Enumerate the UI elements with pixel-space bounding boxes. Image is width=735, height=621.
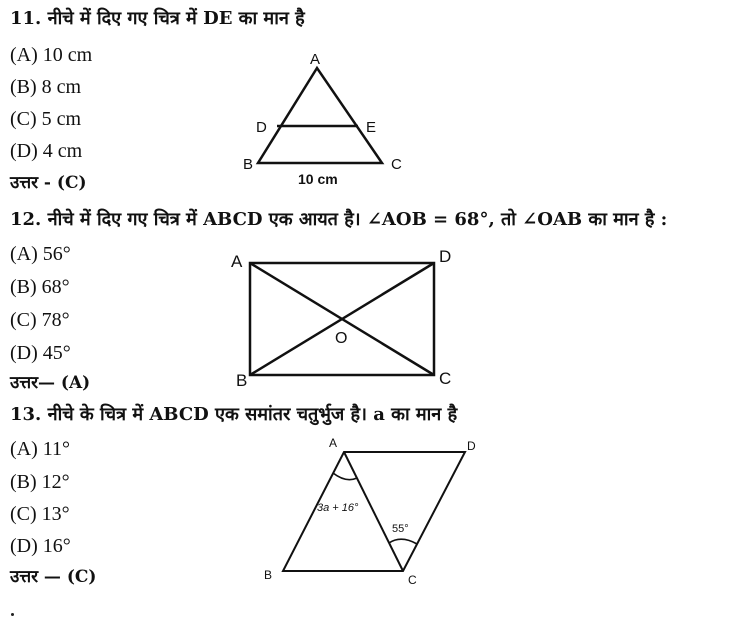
q11-option-a: (A) 10 cm (10, 44, 93, 66)
q12-label-b: B (236, 371, 248, 390)
angle-label-c: 55° (392, 523, 409, 535)
page-dot (11, 613, 14, 616)
q13-label-c: C (408, 573, 417, 587)
q12-label-d: D (439, 247, 452, 266)
q13-label-a: A (329, 436, 338, 450)
q11-label-c: C (391, 156, 402, 173)
q12-label-o: O (335, 330, 348, 347)
q12-option-b: (B) 68° (10, 276, 70, 298)
q13-option-a: (A) 11° (10, 438, 71, 460)
q13-option-d: (D) 16° (10, 535, 71, 557)
q11-option-d: (D) 4 cm (10, 140, 83, 162)
question-12-title: 12. नीचे में दिए गए चित्र में ABCD एक आयत है। ∠AOB = 68°, तो ∠OAB का मान है : (10, 209, 668, 230)
question-13-title: 13. नीचे के चित्र में ABCD एक समांतर चतुर्भुज है। a का मान है (10, 404, 458, 425)
q12-label-a: A (231, 252, 243, 271)
q12-option-a: (A) 56° (10, 243, 71, 265)
q11-label-e: E (366, 119, 377, 136)
angle-arc-c (389, 539, 417, 544)
q11-label-a: A (310, 51, 321, 68)
q12-label-c: C (439, 369, 452, 388)
q13-label-d: D (467, 439, 476, 453)
q13-option-b: (B) 12° (10, 471, 70, 493)
q13-option-c: (C) 13° (10, 503, 70, 525)
q11-base-measure: 10 cm (298, 171, 338, 187)
angle-label-a: 3a + 16° (317, 502, 359, 514)
angle-arc-a (333, 473, 357, 480)
q12-option-d: (D) 45° (10, 342, 71, 364)
q13-answer: उत्तर — (C) (10, 567, 97, 587)
q13-label-b: B (264, 568, 273, 582)
q12-answer: उत्तर— (A) (10, 373, 91, 393)
q11-label-b: B (243, 156, 254, 173)
q11-option-b: (B) 8 cm (10, 76, 82, 98)
q11-answer: उत्तर - (C) (10, 173, 87, 193)
q11-option-c: (C) 5 cm (10, 108, 82, 130)
q12-option-c: (C) 78° (10, 309, 70, 331)
q11-label-d: D (256, 119, 267, 136)
question-11-title: 11. नीचे में दिए गए चित्र में DE का मान है (10, 8, 305, 29)
